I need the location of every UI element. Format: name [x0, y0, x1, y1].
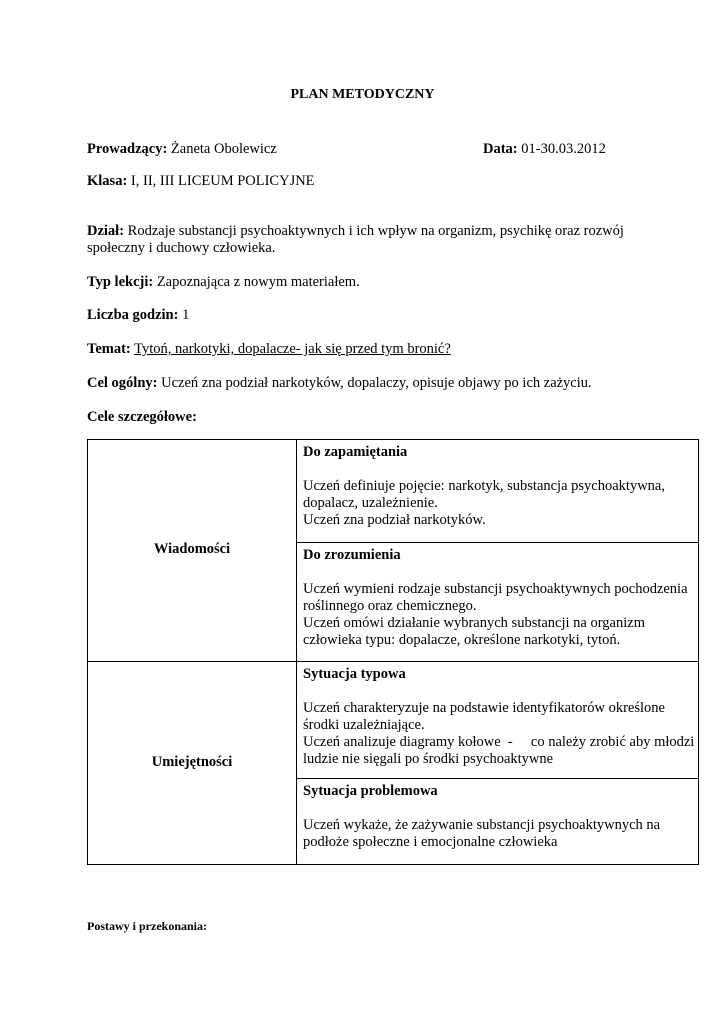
lesson-type-line: [87, 274, 360, 291]
specific-goals-label: Cele szczegółowe:: [87, 409, 197, 425]
class-label: Klasa:: [87, 173, 128, 189]
attitudes-label: Postawy i przekonania:: [87, 919, 207, 933]
section-text-1: Rodzaje substancji psychoaktywnych i ich wpływ na organizm, psychikę oraz rozwój: [127, 223, 624, 239]
hours-value: 1: [182, 307, 190, 323]
cell-line: Uczeń omówi działanie wybranych substancji na organizm: [303, 615, 645, 631]
cell-typical: [297, 662, 699, 779]
cell-problem: [297, 779, 699, 865]
class-value: I, II, III LICEUM POLICYJNE: [130, 173, 315, 189]
cell-line: podłoże społeczne i emocjonalne człowieka: [303, 834, 558, 850]
cell-heading: Do zrozumienia: [303, 547, 401, 563]
teacher-label: Prowadzący:: [87, 141, 168, 157]
teacher-line: [87, 141, 277, 158]
cell-line: ludzie nie sięgali po środki psychoaktywne: [303, 751, 554, 767]
general-goal-value: Uczeń zna podział narkotyków, dopalaczy, opisuje objawy po ich zażyciu.: [161, 375, 592, 391]
cell-line: roślinnego oraz chemicznego.: [303, 598, 477, 614]
table-row: [88, 440, 699, 543]
teacher-value: Żaneta Obolewicz: [170, 141, 277, 157]
cell-line: Uczeń wykaże, że zażywanie substancji psychoaktywnych na: [303, 817, 661, 833]
cell-line: dopalacz, uzależnienie.: [303, 495, 438, 511]
cell-line: Uczeń definiuje pojęcie: narkotyk, substancja psychoaktywna,: [303, 478, 665, 494]
lesson-type-label: Typ lekcji:: [87, 274, 154, 290]
cell-line: Uczeń analizuje diagramy kołowe - co należy zrobić aby młodzi: [303, 734, 695, 750]
general-goal-label: Cel ogólny:: [87, 375, 158, 391]
topic-line: [87, 341, 451, 358]
cell-memorize: [297, 440, 699, 543]
cell-line: Uczeń wymieni rodzaje substancji psychoaktywnych pochodzenia: [303, 581, 688, 597]
goals-table: [87, 439, 699, 865]
class-line: [87, 173, 315, 190]
date-line: [483, 141, 606, 158]
cell-line: Uczeń zna podział narkotyków.: [303, 512, 486, 528]
cell-line: Uczeń charakteryzuje na podstawie identyfikatorów określone: [303, 700, 665, 716]
topic-label: Temat:: [87, 341, 131, 357]
section-line-1: [87, 223, 624, 240]
general-goal-line: [87, 375, 592, 392]
page-title: PLAN METODYCZNY: [290, 87, 435, 102]
cell-heading: Sytuacja typowa: [303, 666, 406, 682]
category-skills: Umiejętności: [88, 662, 297, 865]
hours-line: [87, 307, 189, 324]
hours-label: Liczba godzin:: [87, 307, 179, 323]
lesson-type-value: Zapoznająca z nowym materiałem.: [156, 274, 360, 290]
date-value: 01-30.03.2012: [521, 141, 606, 157]
cell-understand: [297, 543, 699, 662]
topic-value: Tytoń, narkotyki, dopalacze- jak się przed tym bronić?: [134, 341, 451, 357]
cell-heading: Do zapamiętania: [303, 444, 408, 460]
category-knowledge: Wiadomości: [88, 440, 297, 662]
cell-heading: Sytuacja problemowa: [303, 783, 438, 799]
section-text-2: społeczny i duchowy człowieka.: [87, 240, 276, 256]
cell-line: człowieka typu: dopalacze, określone narkotyki, tytoń.: [303, 632, 621, 648]
section-label: Dział:: [87, 223, 125, 239]
table-row: [88, 662, 699, 779]
cell-line: środki uzależniające.: [303, 717, 425, 733]
date-label: Data:: [483, 141, 518, 157]
